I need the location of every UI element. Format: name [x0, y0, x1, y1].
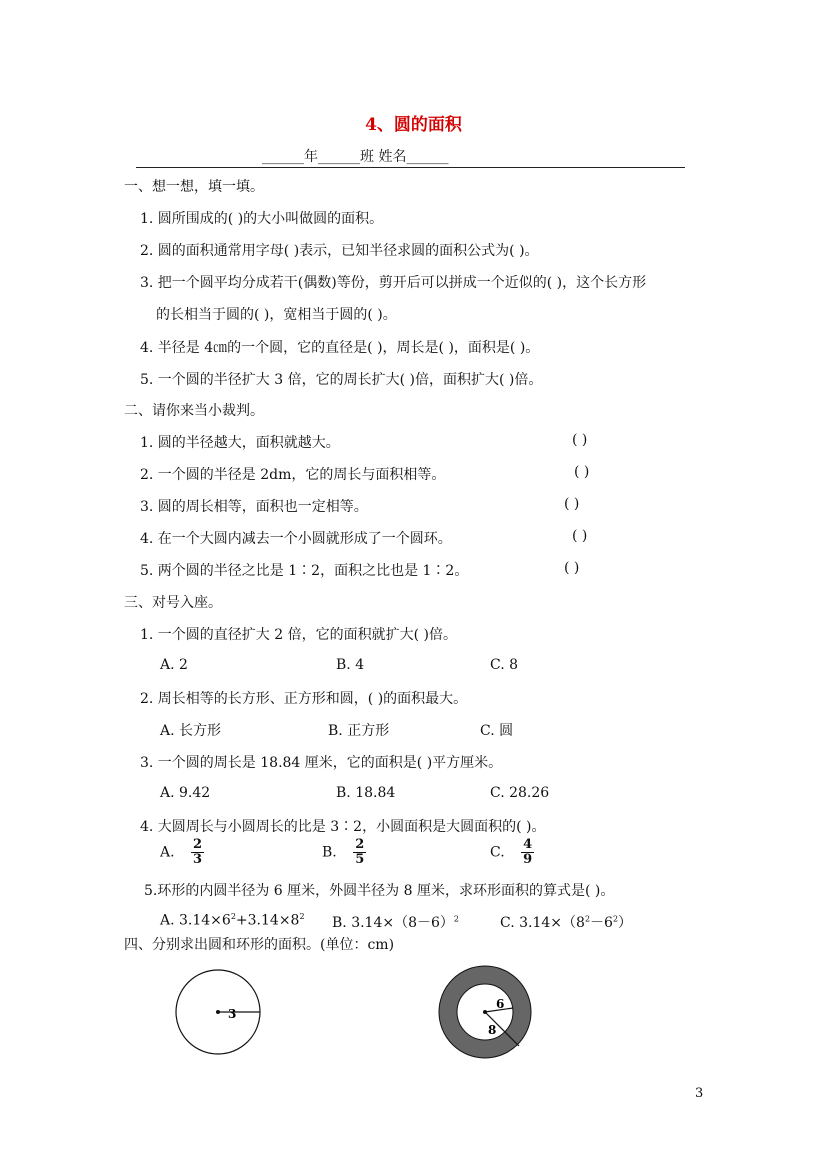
s2-paren-3: ( ) — [564, 496, 580, 512]
s3-q4-b — [322, 838, 366, 867]
s3-q5: 5.环形的内圆半径为 6 厘米，外圆半径为 8 厘米，求环形面积的算式是( )。 — [144, 883, 615, 899]
section3-heading: 三、对号入座。 — [124, 595, 222, 611]
q5-c-part: C. 3.14×（8 — [500, 915, 585, 931]
s2-item-3: 3. 圆的周长相等，面积也一定相等。 — [140, 499, 368, 515]
frac-den: 3 — [193, 852, 203, 867]
s2-paren-4: ( ) — [572, 528, 588, 544]
sq: 2 — [230, 912, 236, 921]
class-name-line: ______年______班 姓名______ — [262, 149, 449, 165]
page-number: 3 — [695, 1086, 704, 1101]
sq: 2 — [453, 914, 459, 924]
s1-item-1: 1. 圆所围成的( )的大小叫做圆的面积。 — [140, 211, 384, 227]
section2-heading: 二、请你来当小裁判。 — [124, 403, 264, 419]
fraction-4-9 — [521, 838, 534, 867]
ring-outer-label: 8 — [488, 1023, 497, 1037]
q5-a-part: A. 3.14×6 — [160, 912, 231, 929]
s2-paren-1: ( ) — [572, 432, 588, 448]
s1-item-4: 4. 半径是 4㎝的一个圆，它的直径是( )，周长是( )，面积是( )。 — [140, 340, 540, 356]
center-dot — [216, 1010, 220, 1014]
s3-q4-c-label: C. — [490, 844, 505, 861]
s2-item-1: 1. 圆的半径越大，面积就越大。 — [140, 435, 340, 451]
s1-item-2: 2. 圆的面积通常用字母( )表示，已知半径求圆的面积公式为( )。 — [140, 243, 539, 259]
s3-q2: 2. 周长相等的长方形、正方形和圆，( )的面积最大。 — [140, 691, 468, 707]
s3-q2-c: C. 圆 — [480, 723, 514, 739]
s3-q2-a: A. 长方形 — [160, 723, 222, 739]
ring-center-dot — [483, 1010, 487, 1014]
fraction-2-3 — [191, 838, 204, 867]
s1-item-3: 3. 把一个圆平均分成若干(偶数)等份，剪开后可以拼成一个近似的( )，这个长方形 — [140, 275, 647, 291]
s3-q5-c — [500, 912, 632, 932]
fraction-2-5 — [353, 838, 366, 867]
q5-b-part: B. 3.14×（8－6） — [332, 915, 454, 931]
frac-num: 2 — [355, 837, 365, 852]
s2-paren-5: ( ) — [564, 560, 580, 576]
frac-num: 2 — [193, 837, 203, 852]
s3-q3: 3. 一个圆的周长是 18.84 厘米，它的面积是( )平方厘米。 — [140, 755, 503, 771]
frac-den: 5 — [355, 852, 365, 867]
ring-figure — [432, 960, 542, 1064]
circle-figure — [170, 966, 270, 1058]
s3-q5-a — [160, 912, 305, 929]
sq: 2 — [612, 914, 619, 924]
s3-q1-a: A. 2 — [160, 657, 188, 673]
s3-q3-b: B. 18.84 — [336, 785, 396, 801]
s2-paren-2: ( ) — [574, 464, 590, 480]
q5-a-mid: +3.14×8 — [235, 912, 300, 929]
s3-q1-b: B. 4 — [336, 657, 365, 673]
ring-inner-label: 6 — [496, 997, 505, 1011]
sq: 2 — [584, 914, 591, 924]
header-rule — [136, 167, 685, 168]
s3-q4: 4. 大圆周长与小圆周长的比是 3∶2，小圆面积是大圆面积的( )。 — [140, 819, 546, 835]
circle-radius-label: 3 — [228, 1007, 237, 1021]
page-title: 4、圆的面积 — [365, 115, 462, 135]
s3-q4-a-label: A. — [160, 844, 175, 861]
s1-item-3-cont: 的长相当于圆的( )，宽相当于圆的( )。 — [156, 307, 397, 323]
s2-item-2: 2. 一个圆的半径是 2dm，它的周长与面积相等。 — [140, 467, 446, 483]
frac-den: 9 — [523, 852, 533, 867]
s3-q3-c: C. 28.26 — [490, 785, 550, 801]
s2-item-4: 4. 在一个大圆内减去一个小圆就形成了一个圆环。 — [140, 531, 452, 547]
s1-item-5: 5. 一个圆的半径扩大 3 倍，它的周长扩大( )倍，面积扩大( )倍。 — [140, 372, 543, 388]
s3-q4-c — [490, 838, 534, 867]
s3-q2-b: B. 正方形 — [328, 723, 390, 739]
frac-num: 4 — [523, 837, 533, 852]
q5-c-mid: －6 — [590, 915, 613, 931]
s3-q1: 1. 一个圆的直径扩大 2 倍，它的面积就扩大( )倍。 — [140, 627, 457, 643]
section1-heading: 一、想一想，填一填。 — [124, 179, 264, 195]
section4-heading: 四、分别求出圆和环形的面积。(单位：cm) — [124, 937, 395, 953]
s2-item-5: 5. 两个圆的半径之比是 1∶2，面积之比也是 1∶2。 — [140, 563, 469, 579]
q5-c-end: ） — [618, 915, 633, 931]
s3-q3-a: A. 9.42 — [160, 785, 211, 801]
s3-q5-b — [332, 912, 459, 932]
s3-q4-a — [160, 838, 204, 867]
s3-q4-b-label: B. — [322, 844, 337, 861]
sq: 2 — [299, 912, 305, 921]
s3-q1-c: C. 8 — [490, 657, 519, 673]
